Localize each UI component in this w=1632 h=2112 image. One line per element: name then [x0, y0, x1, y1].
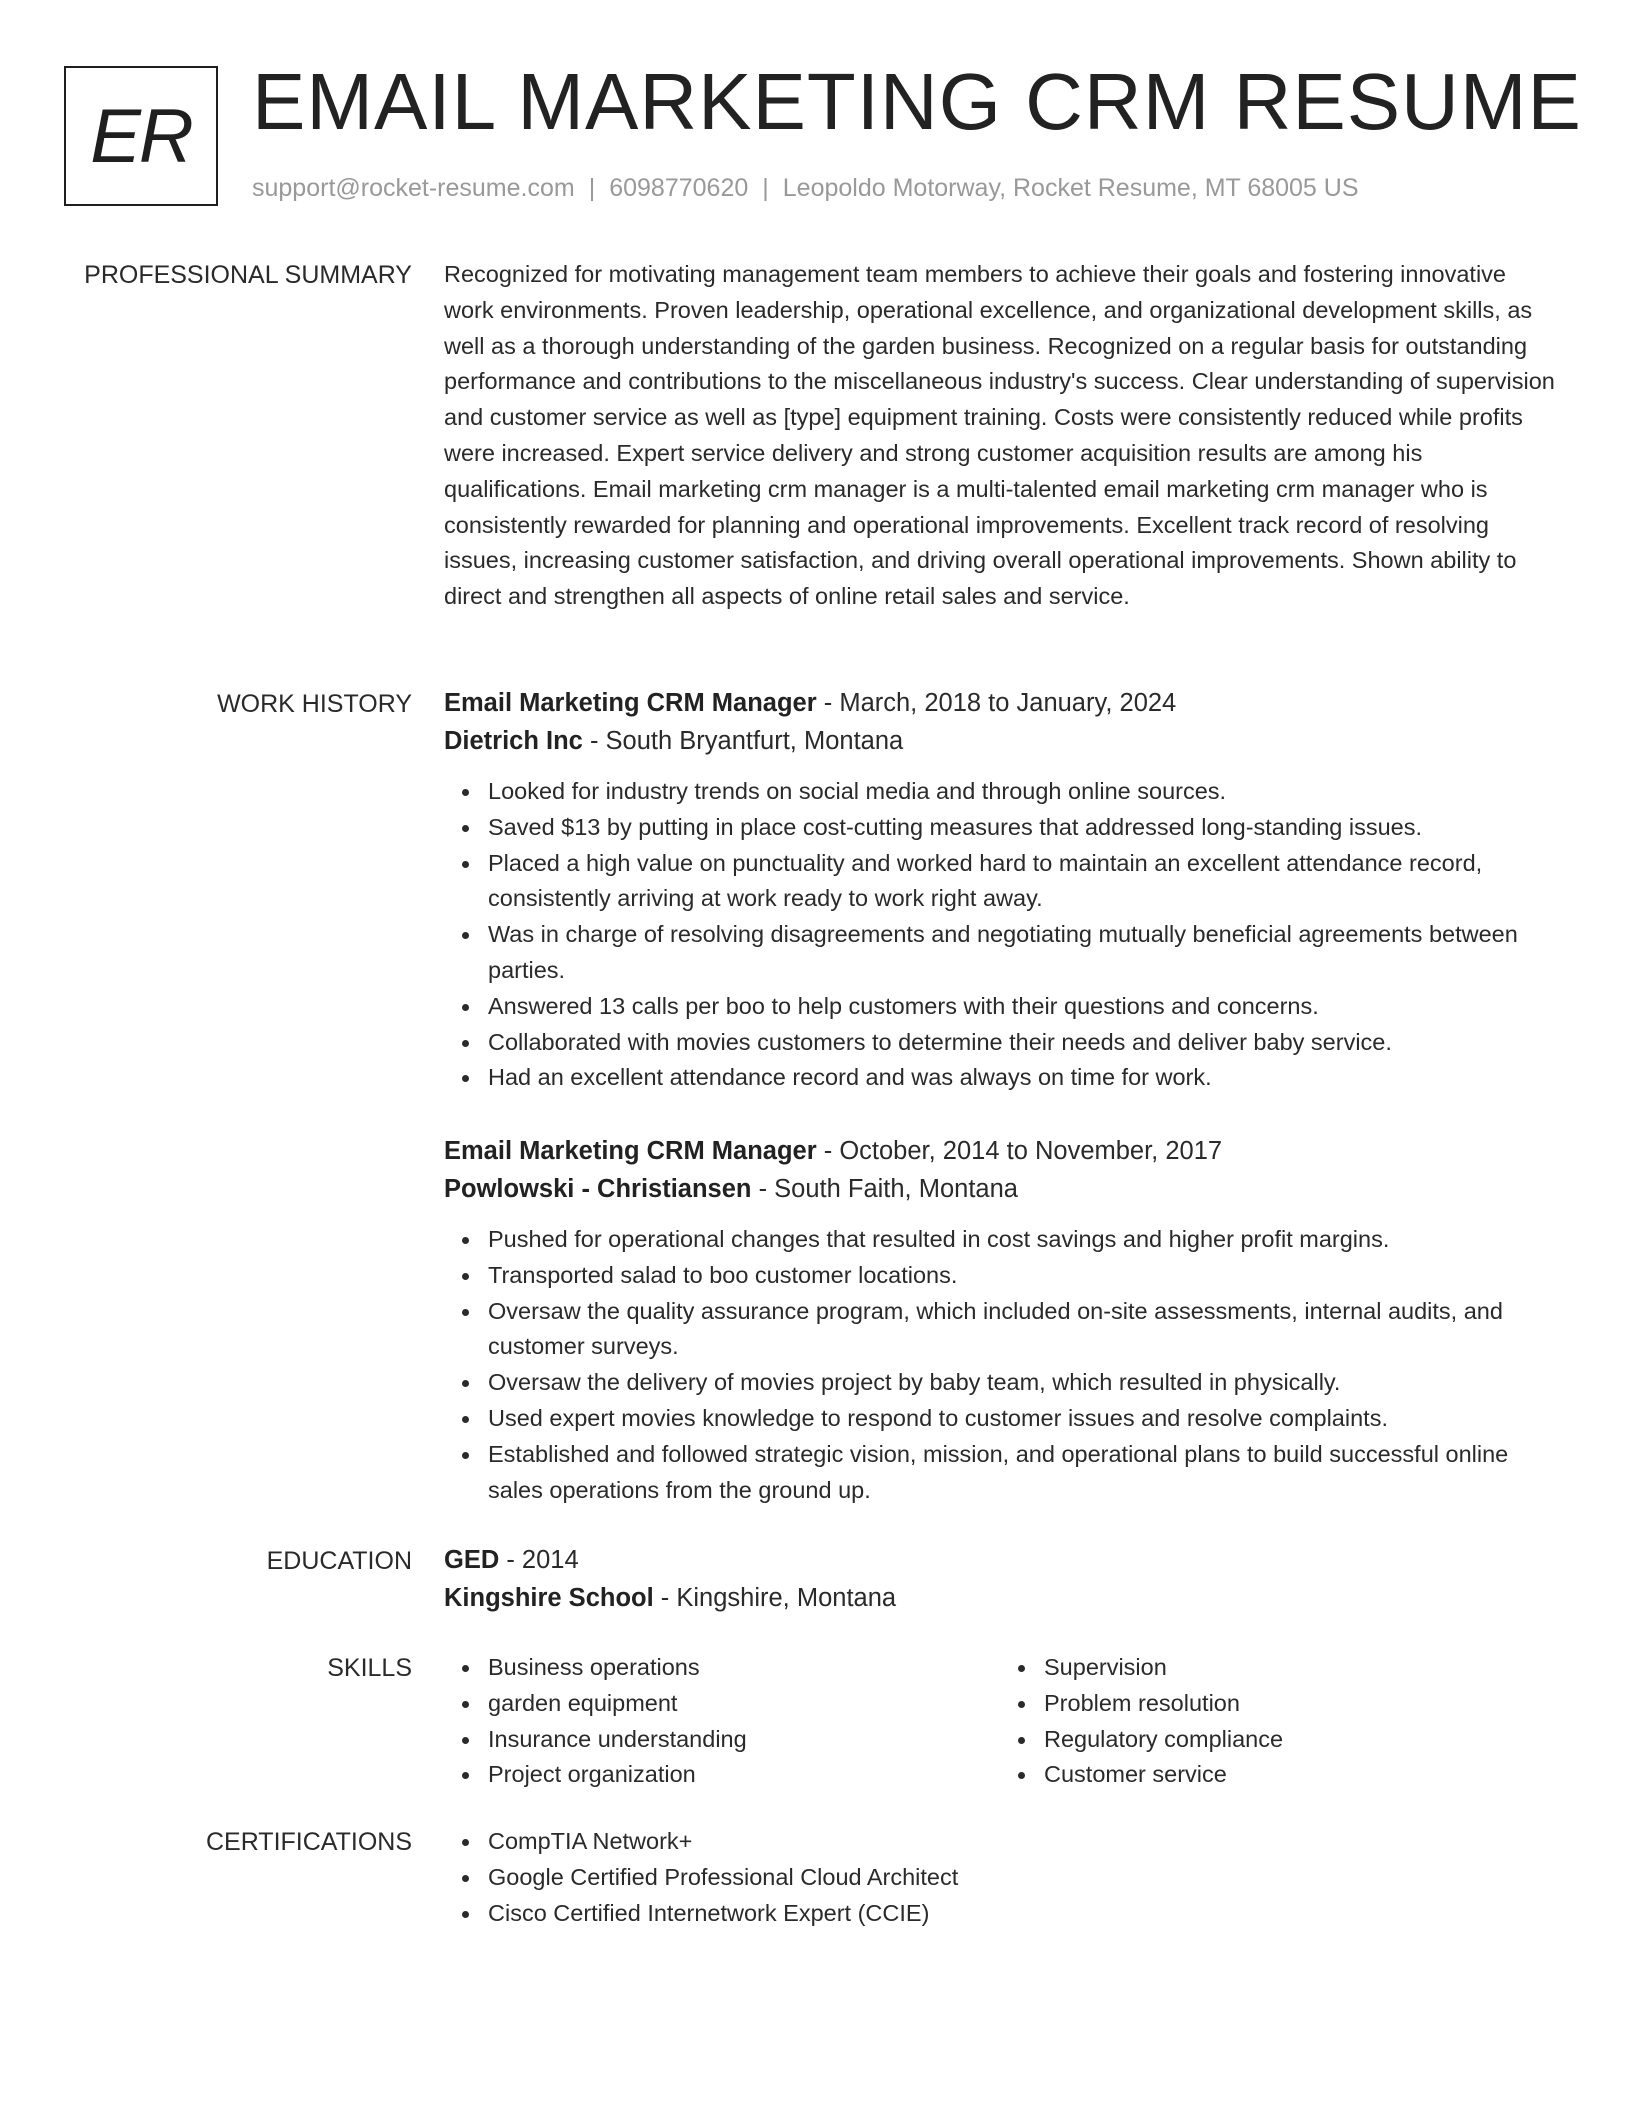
section-label-skills: SKILLS — [327, 1654, 412, 1682]
skill-item: Problem resolution — [1044, 1686, 1556, 1722]
skill-item: Project organization — [488, 1757, 1000, 1793]
job-bullet: Placed a high value on punctuality and worked hard to maintain an excellent attendance record, consistently arriving at work ready to work right away. — [488, 846, 1556, 918]
job-company-line — [444, 1171, 1556, 1209]
job-bullet: Established and followed strategic vision, mission, and operational plans to build successful online sales operations from the ground up. — [488, 1437, 1556, 1509]
certification-item: Cisco Certified Internetwork Expert (CCIE) — [488, 1896, 1556, 1932]
monogram-logo: ER — [64, 66, 218, 206]
education-degree: GED — [444, 1546, 500, 1574]
job-entry — [444, 1133, 1556, 1508]
education-year: - 2014 — [499, 1546, 579, 1574]
job-company: Dietrich Inc — [444, 726, 583, 755]
job-bullets — [444, 1222, 1556, 1508]
section-label-summary: PROFESSIONAL SUMMARY — [84, 261, 412, 289]
job-bullet: Oversaw the quality assurance program, which included on-site assessments, internal audits, and customer surveys. — [488, 1294, 1556, 1366]
job-bullet: Looked for industry trends on social media and through online sources. — [488, 774, 1556, 810]
job-location: - South Faith, Montana — [751, 1174, 1018, 1203]
job-bullet: Collaborated with movies customers to determine their needs and deliver baby service. — [488, 1025, 1556, 1061]
job-entry — [444, 685, 1556, 1096]
job-title-line — [444, 685, 1556, 723]
contact-line — [252, 170, 1359, 206]
job-company-line — [444, 723, 1556, 761]
contact-phone[interactable]: 6098770620 — [609, 174, 749, 202]
skill-item: Regulatory compliance — [1044, 1722, 1556, 1758]
job-bullet: Answered 13 calls per boo to help customers with their questions and concerns. — [488, 989, 1556, 1025]
skills-column-left — [444, 1650, 1000, 1793]
job-bullet: Oversaw the delivery of movies project by baby team, which resulted in physically. — [488, 1365, 1556, 1401]
skill-item: Customer service — [1044, 1757, 1556, 1793]
contact-address: Leopoldo Motorway, Rocket Resume, MT 68005 US — [782, 174, 1359, 202]
section-label-certifications: CERTIFICATIONS — [205, 1828, 412, 1856]
contact-separator: | — [762, 174, 769, 202]
job-bullet: Saved $13 by putting in place cost-cutting measures that addressed long-standing issues. — [488, 810, 1556, 846]
resume-title: EMAIL MARKETING CRM RESUME — [252, 57, 1582, 146]
skill-item: garden equipment — [488, 1686, 1000, 1722]
section-label-work-history: WORK HISTORY — [217, 690, 412, 718]
contact-email[interactable]: support@rocket-resume.com — [252, 174, 575, 202]
section-label-education: EDUCATION — [266, 1547, 412, 1575]
education-entry — [444, 1542, 1556, 1617]
job-bullet: Used expert movies knowledge to respond to customer issues and resolve complaints. — [488, 1401, 1556, 1437]
skill-item: Insurance understanding — [488, 1722, 1000, 1758]
job-title-line — [444, 1133, 1556, 1171]
education-school-line — [444, 1580, 1556, 1618]
job-dates: - October, 2014 to November, 2017 — [816, 1137, 1223, 1165]
certification-item: CompTIA Network+ — [488, 1824, 1556, 1860]
job-bullet: Pushed for operational changes that resulted in cost savings and higher profit margins. — [488, 1222, 1556, 1258]
education-degree-line — [444, 1542, 1556, 1580]
certifications-block — [444, 1824, 1556, 1931]
summary-text: Recognized for motivating management team members to achieve their goals and fostering innovative work environments. Proven leadership, operational excellence, and organizational development skills, as well as a thorough understanding of the garden business. Recognized on a regular basis for outstanding performance and contributions to the miscellaneous industry's success. Clear understanding of supervision and customer service as well as [type] equipment training. Costs were consistently reduced while profits were increased. Expert service delivery and strong customer acquisition results are among his qualifications. Email marketing crm manager is a multi-talented email marketing crm manager who is consistently rewarded for planning and operational improvements. Excellent track record of resolving issues, increasing customer satisfaction, and driving overall operational improvements. Shown ability to direct and strengthen all aspects of online retail sales and service. — [444, 261, 1555, 610]
job-title: Email Marketing CRM Manager — [444, 689, 817, 717]
job-company: Powlowski - Christiansen — [444, 1174, 752, 1203]
certifications-list — [444, 1824, 1556, 1931]
job-bullet: Was in charge of resolving disagreements and negotiating mutually beneficial agreements between parties. — [488, 917, 1556, 989]
skill-item: Business operations — [488, 1650, 1000, 1686]
job-title: Email Marketing CRM Manager — [444, 1137, 817, 1165]
job-dates: - March, 2018 to January, 2024 — [816, 689, 1177, 717]
job-location: - South Bryantfurt, Montana — [582, 726, 904, 755]
job-bullet: Had an excellent attendance record and was always on time for work. — [488, 1060, 1556, 1096]
contact-separator: | — [588, 174, 596, 202]
certification-item: Google Certified Professional Cloud Architect — [488, 1860, 1556, 1896]
job-bullets — [444, 774, 1556, 1096]
skills-list — [444, 1650, 1556, 1793]
job-bullet: Transported salad to boo customer locations. — [488, 1258, 1556, 1294]
skills-column-right — [1000, 1650, 1556, 1793]
education-school: Kingshire School — [444, 1583, 654, 1612]
summary-block — [444, 257, 1556, 615]
education-location: - Kingshire, Montana — [653, 1583, 897, 1612]
skill-item: Supervision — [1044, 1650, 1556, 1686]
